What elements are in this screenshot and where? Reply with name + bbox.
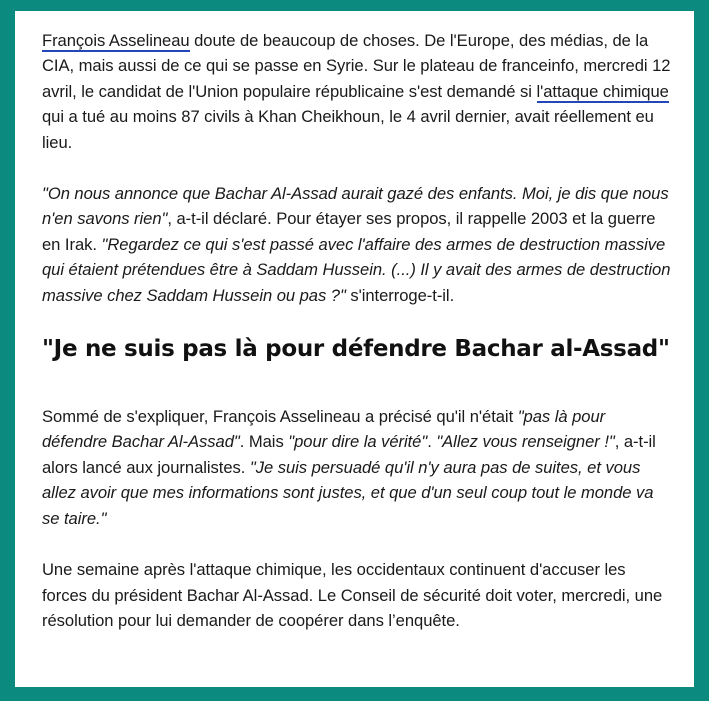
paragraph-intro	[42, 28, 672, 155]
paragraph-text: s'interroge-t-il.	[345, 285, 455, 305]
paragraph-explanation	[42, 404, 672, 531]
article-panel	[15, 11, 694, 687]
paragraph-text: , a-t-il alors lancé aux journalistes.	[42, 432, 656, 477]
paragraph-text: qui a tué au moins 87 civils à Khan Cheikhoun, le 4 avril dernier, avait réellement eu lieu.	[42, 107, 654, 152]
paragraph-text: , a-t-il déclaré. Pour étayer ses propos, il rappelle 2003 et la guerre en Irak.	[42, 209, 656, 254]
paragraph-text: Sommé de s'expliquer, François Asselineau a précisé qu'il n'était	[42, 407, 518, 427]
link-attaque-chimique[interactable]: l'attaque chimique	[536, 81, 669, 101]
quote-text: "Regardez ce qui s'est passé avec l'affaire des armes de destruction massive qui étaient prétendues être à Saddam Hussein. (...) Il y avait des armes de destruction massive chez Saddam Hussein ou pas ?"	[42, 234, 671, 305]
link-francois-asselineau[interactable]: François Asselineau	[42, 31, 190, 50]
paragraph-text: doute de beaucoup de choses. De l'Europe, des médias, de la CIA, mais aussi de ce qui se passe en Syrie. Sur le plateau de franceinfo, mercredi 12 avril, le candidat de l'Union populaire républicaine s'est demandé si	[42, 31, 671, 101]
quote-text: "Je suis persuadé qu'il n'y aura pas de suites, et vous allez avoir que mes informations sont justes, et que d'un seul coup tout le monde va se taire."	[42, 457, 654, 528]
paragraph-text: .	[427, 432, 437, 452]
quote-text: "pas là pour défendre Bachar Al-Assad"	[42, 407, 606, 452]
section-heading: "Je ne suis pas là pour défendre Bachar al-Assad"	[42, 336, 670, 363]
paragraph-quote	[42, 181, 672, 308]
paragraph-text: . Mais	[239, 432, 289, 452]
paragraph-conclusion: Une semaine après l'attaque chimique, les occidentaux continuent d'accuser les forces du président Bachar Al-Assad. Le Conseil de sécurité doit voter, mercredi, une résolution pour lui demander de coopérer dans l’enquête.	[42, 560, 663, 630]
quote-text: "pour dire la vérité"	[288, 432, 428, 452]
quote-text: "On nous annonce que Bachar Al-Assad aurait gazé des enfants. Moi, je dis que nous n'en savons rien"	[42, 184, 669, 229]
quote-text: "Allez vous renseigner !"	[436, 432, 615, 452]
